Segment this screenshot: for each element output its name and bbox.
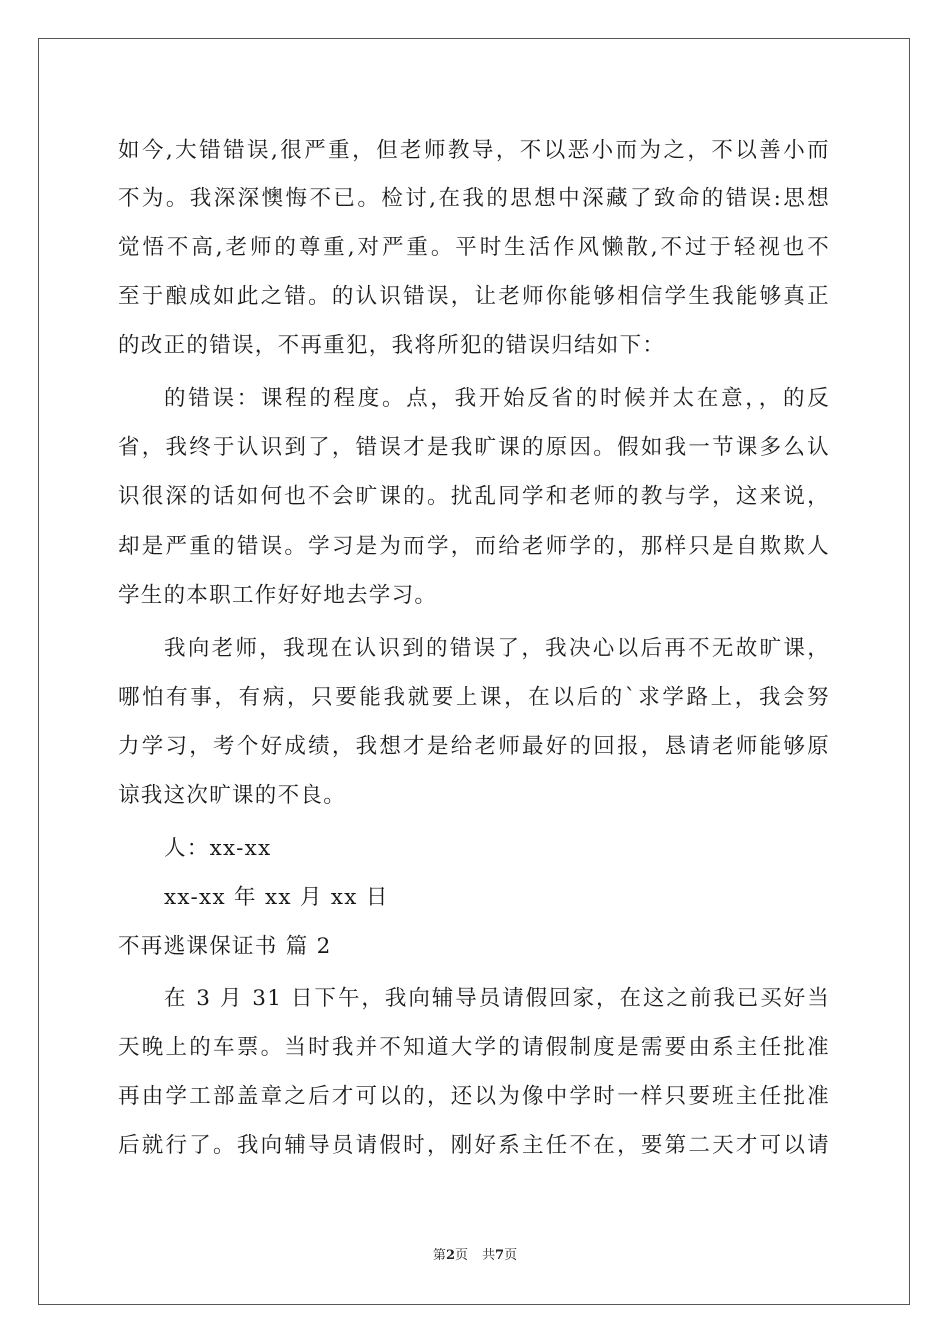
text-line: 省，我终于认识到了，错误才是我旷课的原因。假如我一节课多么认 xyxy=(118,435,830,460)
total-prefix: 共 xyxy=(482,1248,496,1263)
paragraph-first-line: 在 3 月 31 日下午，我向辅导员请假回家，在这之前我已买好当 xyxy=(164,986,830,1011)
section-heading: 不再逃课保证书 篇 2 xyxy=(118,934,332,959)
text-line: 学生的本职工作好好地去学习。 xyxy=(118,583,438,608)
text-line: 再由学工部盖章之后才可以的，还以为像中学时一样只要班主任批准 xyxy=(118,1084,830,1109)
paragraph-first-line: 的错误：课程的程度。点，我开始反省的时候并太在意，，的反 xyxy=(164,386,830,411)
text-line: 天晚上的车票。当时我并不知道大学的请假制度是需要由系主任批准 xyxy=(118,1035,830,1060)
page-border xyxy=(38,38,910,1305)
text-line: 至于酿成如此之错。的认识错误，让老师你能够相信学生我能够真正 xyxy=(118,284,830,309)
page-suffix: 页 xyxy=(454,1248,468,1263)
date-line: xx-xx 年 xx 月 xx 日 xyxy=(164,885,389,910)
text-line: 不为。我深深懊悔不已。检讨,在我的思想中深藏了致命的错误:思想 xyxy=(118,186,830,211)
signature-line: 人：xx-xx xyxy=(164,836,272,861)
paragraph-first-line: 我向老师，我现在认识到的错误了，我决心以后再不无故旷课， xyxy=(164,636,830,661)
page-prefix: 第 xyxy=(432,1248,446,1263)
text-line: 识很深的话如何也不会旷课的。扰乱同学和老师的教与学，这来说， xyxy=(118,484,830,509)
page-footer xyxy=(0,1247,950,1265)
text-line: 觉悟不高,老师的尊重,对严重。平时生活作风懒散,不过于轻视也不 xyxy=(118,235,830,260)
text-line: 后就行了。我向辅导员请假时，刚好系主任不在，要第二天才可以请 xyxy=(118,1133,830,1158)
current-page-number: 2 xyxy=(445,1248,455,1263)
text-line: 的改正的错误，不再重犯，我将所犯的错误归结如下： xyxy=(118,333,666,358)
total-page-count: 7 xyxy=(495,1248,505,1263)
text-line: 哪怕有事，有病，只要能我就要上课，在以后的`求学路上，我会努 xyxy=(118,685,830,710)
text-line: 谅我这次旷课的不良。 xyxy=(118,783,347,808)
text-line: 如今,大错错误,很严重，但老师教导，不以恶小而为之，不以善小而 xyxy=(118,138,830,163)
text-line: 却是严重的错误。学习是为而学，而给老师学的，那样只是自欺欺人 xyxy=(118,534,830,559)
total-suffix: 页 xyxy=(504,1248,518,1263)
text-line: 力学习，考个好成绩，我想才是给老师最好的回报，恳请老师能够原 xyxy=(118,734,830,759)
